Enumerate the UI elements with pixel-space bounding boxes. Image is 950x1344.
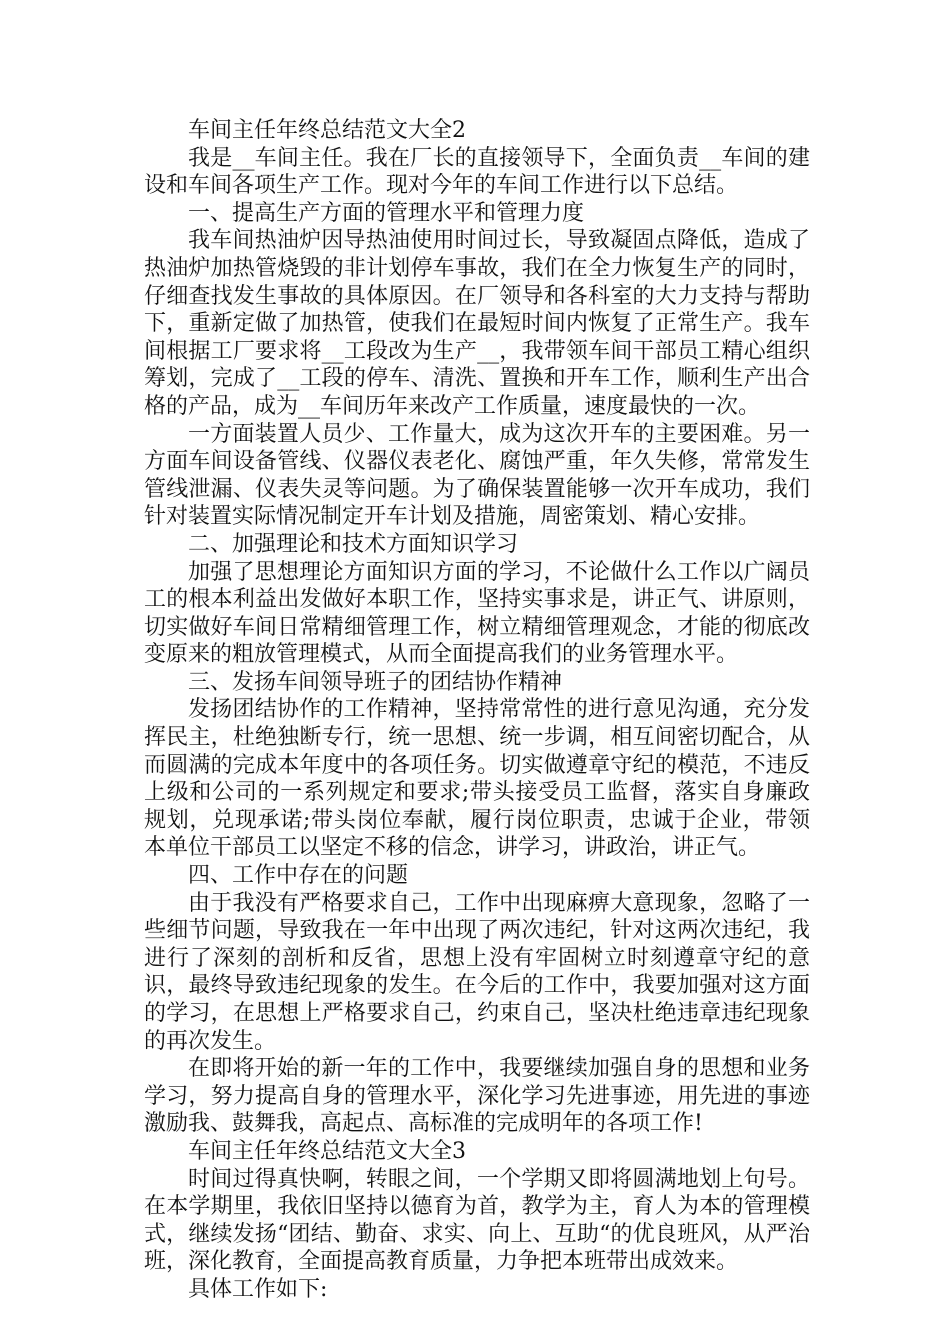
section-title-2: 车间主任年终总结范文大全2	[188, 118, 466, 143]
document-page	[144, 117, 810, 1304]
section-title-3: 车间主任年终总结范文大全3	[188, 1138, 466, 1164]
paragraph-problems: 由于我没有严格要求自己，工作中出现麻痹大意现象，忽略了一些细节问题，导致我在一年中出现了两次违纪，针对这两次违纪，我进行了深刻的剖析和反省，思想上没有牢固树立时刻遵章守纪的意识，最终导致违纪现象的发生。在今后的工作中，我要加强对这方面的学习，在思想上严格要求自己，约束自己，坚决杜绝违章违纪现象的再次发生。	[144, 890, 810, 1054]
heading-study: 二、加强理论和技术方面知识学习	[188, 531, 519, 557]
paragraph-semester: 时间过得真快啊，转眼之间，一个学期又即将圆满地划上句号。在本学期里，我依旧坚持以德育为首，教学为主，育人为本的管理模式，继续发扬“团结、勤奋、求实、向上、互助“的优良班风，从严治班，深化教育，全面提高教育质量，力争把本班带出成效来。	[144, 1166, 810, 1275]
intro-paragraph: 我是__车间主任。我在厂长的直接领导下，全面负责__车间的建设和车间各项生产工作。现对今年的车间工作进行以下总结。	[144, 145, 810, 199]
paragraph-furnace-incident: 我车间热油炉因导热油使用时间过长，导致凝固点降低，造成了热油炉加热管烧毁的非计划停车事故，我们在全力恢复生产的同时，仔细查找发生事故的具体原因。在厂领导和各科室的大力支持与帮助下，重新定做了加热管，使我们在最短时间内恢复了正常生产。我车间根据工厂要求将__工段改为生产__，我带领车间干部员工精心组织筹划，完成了__工段的停车、清洗、置换和开车工作，顺利生产出合格的产品，成为__车间历年来改产工作质量，速度最快的一次。	[144, 228, 810, 419]
heading-problems: 四、工作中存在的问题	[188, 863, 409, 889]
heading-specific-work: 具体工作如下:	[188, 1276, 328, 1302]
paragraph-new-year: 在即将开始的新一年的工作中，我要继续加强自身的思想和业务学习，努力提高自身的管理水平，深化学习先进事迹，用先进的事迹激励我、鼓舞我，高起点、高标准的完成明年的各项工作!	[144, 1056, 810, 1137]
paragraph-study: 加强了思想理论方面知识方面的学习，不论做什么工作以广阔员工的根本利益出发做好本职工作，坚持实事求是，讲正气、讲原则，切实做好车间日常精细管理工作，树立精细管理观念，才能的彻底改变原来的粗放管理模式，从而全面提高我们的业务管理水平。	[144, 559, 810, 668]
paragraph-teamwork: 发扬团结协作的工作精神，坚持常常性的进行意见沟通，充分发挥民主，杜绝独断专行，统一思想、统一步调，相互间密切配合，从而圆满的完成本年度中的各项任务。切实做遵章守纪的模范，不违反上级和公司的一系列规定和要求;带头接受员工监督，落实自身廉政规划，兑现承诺;带头岗位奉献，履行岗位职责，忠诚于企业，带领本单位干部员工以坚定不移的信念，讲学习，讲政治，讲正气。	[144, 697, 810, 861]
heading-teamwork: 三、发扬车间领导班子的团结协作精神	[188, 669, 563, 695]
paragraph-startup-difficulties: 一方面装置人员少、工作量大，成为这次开车的主要困难。另一方面车间设备管线、仪器仪表老化、腐蚀严重，年久失修，常常发生管线泄漏、仪表失灵等问题。为了确保装置能够一次开车成功，我们针对装置实际情况制定开车计划及措施，周密策划、精心安排。	[144, 421, 810, 530]
heading-production-management: 一、提高生产方面的管理水平和管理力度	[188, 200, 585, 226]
